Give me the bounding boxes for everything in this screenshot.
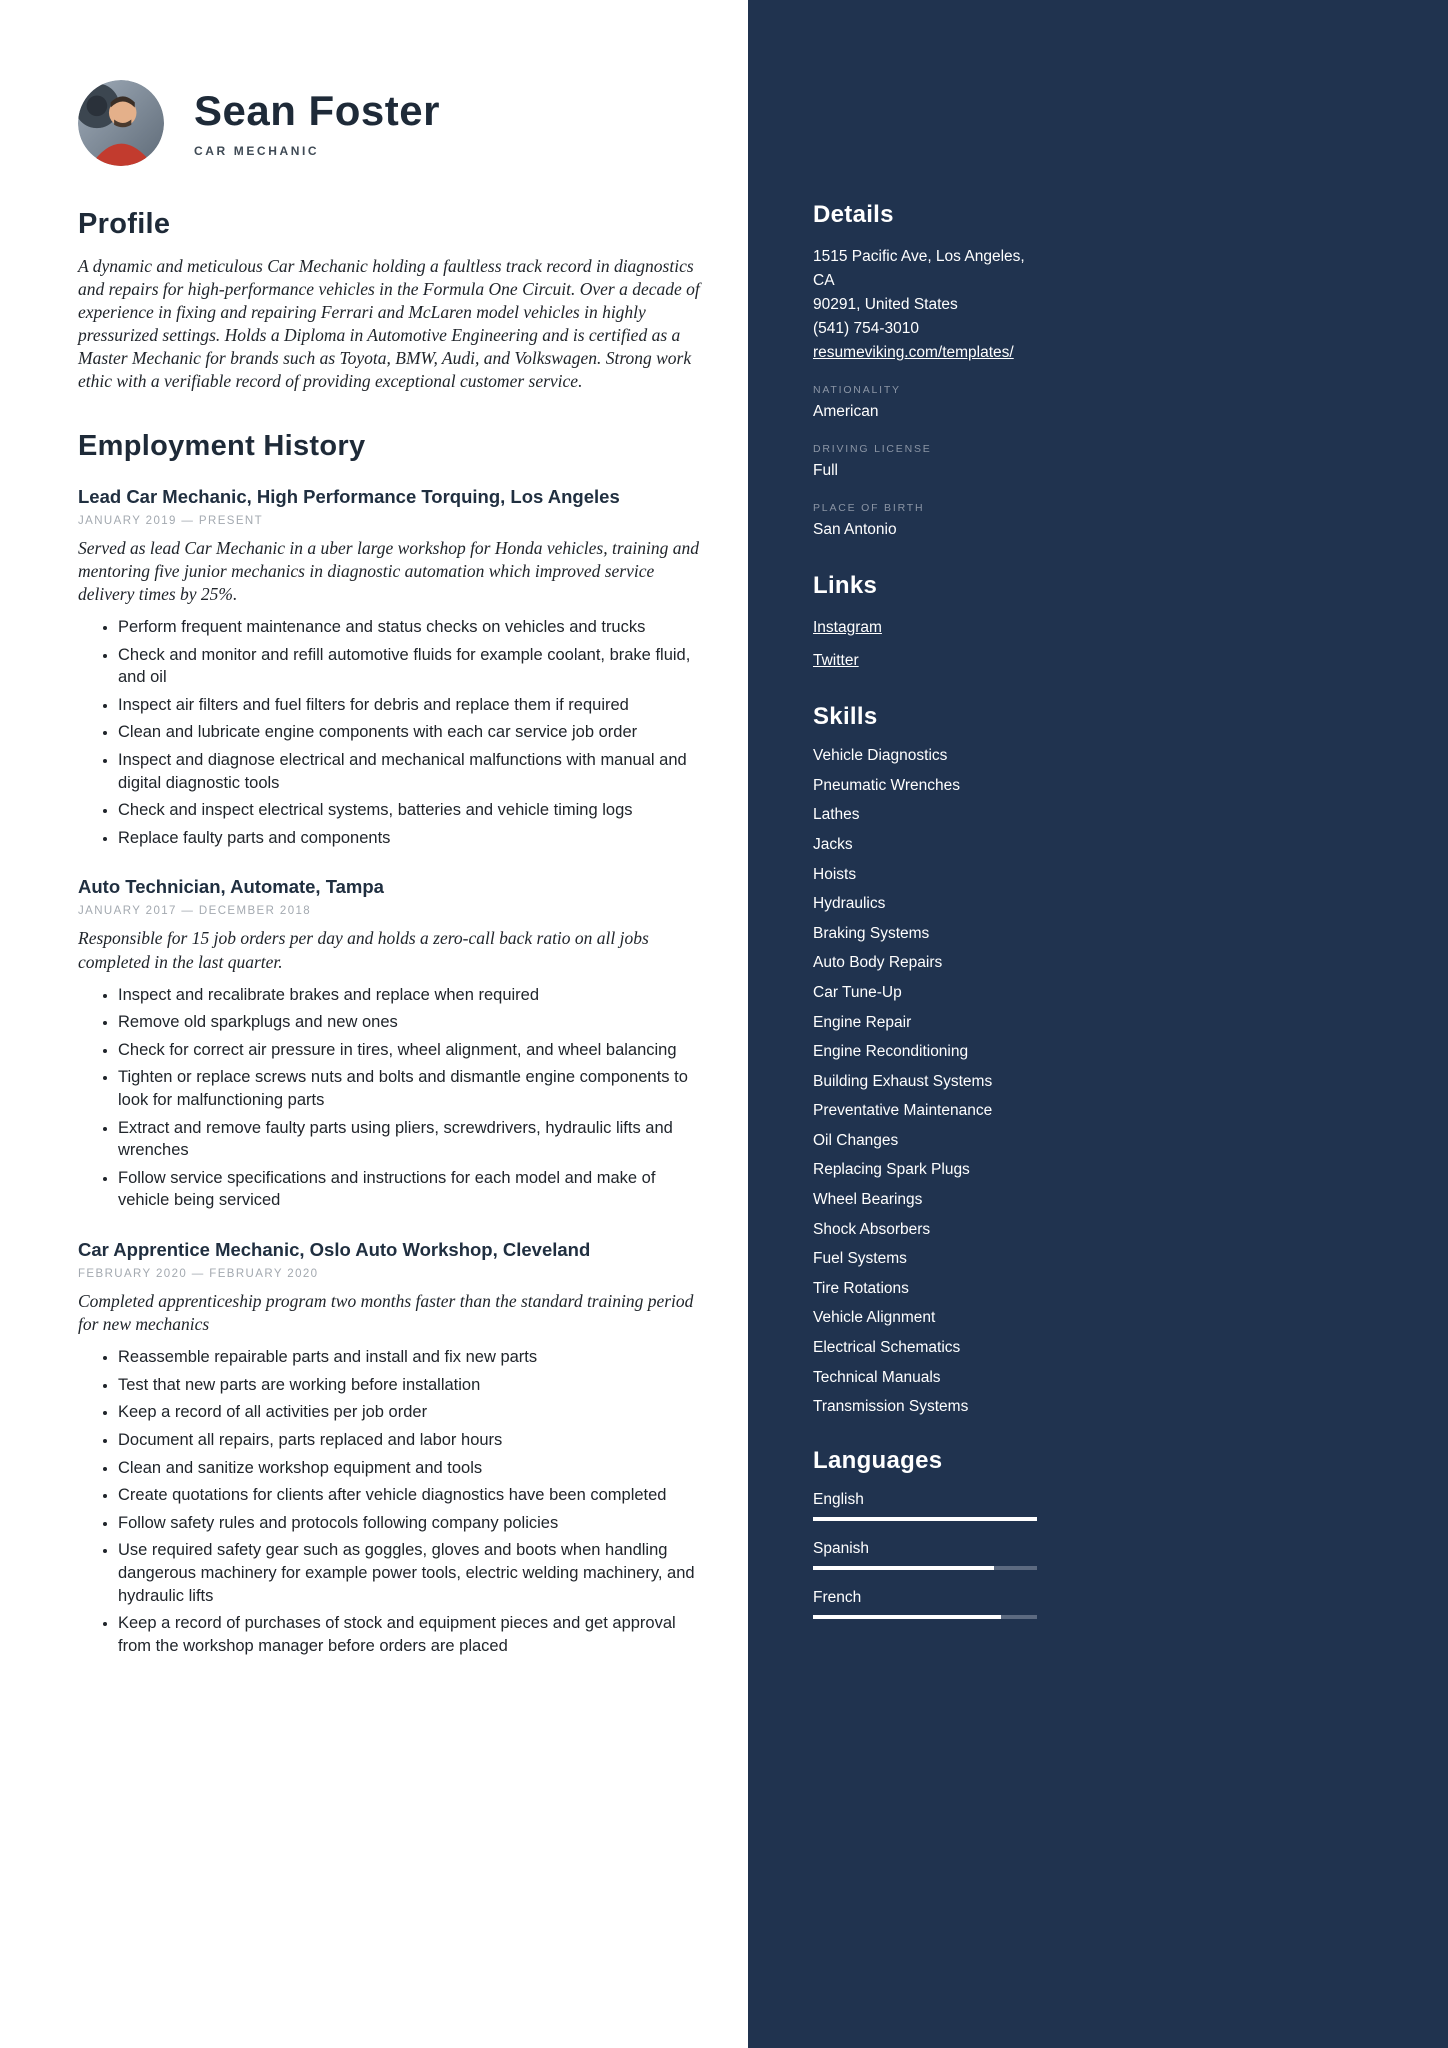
job-bullet: • Replace faulty parts and components [118,827,700,850]
job-bullet-list [78,616,700,849]
job-bullet: • Clean and lubricate engine components with each car service job order [118,721,700,744]
skills-section [813,703,1037,1417]
job-title-line: Auto Technician, Automate, Tampa [78,876,384,898]
skill-item: Electrical Schematics [813,1339,961,1357]
skill-item: Pneumatic Wrenches [813,776,961,794]
employment-section [78,430,700,1658]
sidebar-content [813,201,1037,1619]
driving-license-label: DRIVING LICENSE [813,443,932,456]
links-list [813,616,1037,673]
skill-item: Fuel Systems [813,1250,907,1268]
language-progress-track [813,1615,1037,1619]
job-bullet: • Check and monitor and refill automotive fluids for example coolant, brake fluid, and oil [118,644,700,689]
language-progress-track [813,1566,1037,1570]
profile-text: A dynamic and meticulous Car Mechanic holding a faultless track record in diagnostics and repairs for high-performance vehicles in the Formula One Circuit. Over a decade of experience in fixing and repairing Ferrari and McLaren model vehicles in highly pressurized settings. Holds a Diploma in Automotive Engineering and is certified as a Master Mechanic for brands such as Toyota, BMW, Audi, and Volkswagen. Strong work ethic with a verifiable record of providing exceptional customer service. [78,256,700,392]
language-progress-bar [813,1615,1001,1619]
job-bullet: • Follow service specifications and instructions for each model and make of vehicle being serviced [118,1167,700,1212]
details-heading: Details [813,201,894,228]
job-bullet: • Document all repairs, parts replaced and labor hours [118,1429,700,1452]
skill-item: Wheel Bearings [813,1191,923,1209]
job-summary: Served as lead Car Mechanic in a uber large workshop for Honda vehicles, training and mentoring five junior mechanics in diagnostic automation which improved service delivery times by 25%. [78,537,700,604]
job-title-line: Lead Car Mechanic, High Performance Torquing, Los Angeles [78,485,620,507]
profile-heading: Profile [78,208,171,240]
language-item [813,1540,1037,1570]
nationality-value: American [813,403,879,421]
header [78,80,700,166]
job-bullet: • Test that new parts are working before installation [118,1374,700,1397]
job-summary: Responsible for 15 job orders per day and holds a zero-call back ratio on all jobs completed in the last quarter. [78,928,649,972]
twitter-link[interactable]: Twitter [813,652,859,670]
skill-item: Transmission Systems [813,1398,969,1416]
job-dates: JANUARY 2017 — DECEMBER 2018 [78,905,312,918]
driving-license-value: Full [813,462,838,480]
job-bullet: • Inspect and diagnose electrical and mechanical malfunctions with manual and digital diagnostic tools [118,749,700,794]
job-dates: FEBRUARY 2020 — FEBRUARY 2020 [78,1268,319,1281]
skill-item: Vehicle Alignment [813,1309,936,1327]
job-bullet: • Clean and sanitize workshop equipment and tools [118,1457,700,1480]
job-entry [78,1238,700,1657]
website-link[interactable]: resumeviking.com/templates/ [813,344,1014,362]
skill-item: Shock Absorbers [813,1220,931,1238]
skill-item: Braking Systems [813,924,930,942]
job-bullet: • Keep a record of purchases of stock and equipment pieces and get approval from the workshop manager before orders are placed [118,1612,700,1657]
place-of-birth-value: San Antonio [813,521,897,539]
candidate-job-title: CAR MECHANIC [194,143,320,158]
skill-item: Car Tune-Up [813,983,902,1001]
skill-item: Vehicle Diagnostics [813,747,948,765]
language-item [813,1589,1037,1619]
language-progress-bar [813,1566,994,1570]
header-text [194,88,440,157]
language-progress-bar [813,1517,1037,1521]
skill-item: Hydraulics [813,895,886,913]
skill-item: Auto Body Repairs [813,954,943,972]
job-bullet: • Check and inspect electrical systems, batteries and vehicle timing logs [118,799,700,822]
sidebar [748,0,1448,2048]
language-name: French [813,1588,862,1606]
skill-item: Oil Changes [813,1131,899,1149]
language-name: Spanish [813,1539,870,1557]
job-bullet: • Extract and remove faulty parts using pliers, screwdrivers, hydraulic lifts and wrenches [118,1117,700,1162]
links-heading: Links [813,572,878,600]
job-summary: Completed apprenticeship program two months faster than the standard training period for new mechanics [78,1291,694,1335]
job-bullet: • Create quotations for clients after vehicle diagnostics have been completed [118,1484,700,1507]
phone-number: (541) 754-3010 [813,320,919,338]
skill-item: Replacing Spark Plugs [813,1161,970,1179]
skills-list [813,747,1037,1417]
instagram-link[interactable]: Instagram [813,619,882,637]
details-section [813,201,1037,542]
job-entry [78,485,700,850]
skill-item: Engine Reconditioning [813,1043,969,1061]
skill-item: Technical Manuals [813,1368,941,1386]
language-name: English [813,1490,864,1508]
place-of-birth-label: PLACE OF BIRTH [813,502,925,515]
job-bullet: • Perform frequent maintenance and status checks on vehicles and trucks [118,616,700,639]
skill-item: Building Exhaust Systems [813,1072,993,1090]
profile-photo-image [78,80,164,166]
profile-photo [78,80,164,166]
job-entry [78,875,700,1212]
links-section [813,572,1037,673]
language-progress-track [813,1517,1037,1521]
profile-section [78,208,700,394]
skill-item: Jacks [813,835,853,853]
skill-item: Lathes [813,806,860,824]
languages-section [813,1447,1037,1619]
job-bullet: • Tighten or replace screws nuts and bolts and dismantle engine components to look for malfunctioning parts [118,1066,700,1111]
skill-item: Preventative Maintenance [813,1102,993,1120]
job-bullet-list [78,984,700,1212]
job-bullet: • Reassemble repairable parts and install and fix new parts [118,1346,700,1369]
job-bullet: • Keep a record of all activities per job order [118,1401,700,1424]
skill-item: Engine Repair [813,1013,912,1031]
languages-heading: Languages [813,1446,943,1474]
skill-item: Hoists [813,865,857,883]
nationality-label: NATIONALITY [813,384,901,397]
language-item [813,1491,1037,1521]
skills-heading: Skills [813,703,878,731]
job-dates: JANUARY 2019 — PRESENT [78,514,264,527]
skill-item: Tire Rotations [813,1279,909,1297]
job-bullet: • Inspect and recalibrate brakes and replace when required [118,984,700,1007]
address-line-1: 1515 Pacific Ave, Los Angeles, CA [813,248,1025,290]
job-bullet: • Follow safety rules and protocols following company policies [118,1512,700,1535]
job-bullet-list [78,1346,700,1657]
job-bullet: • Remove old sparkplugs and new ones [118,1011,700,1034]
job-bullet: • Inspect air filters and fuel filters for debris and replace them if required [118,694,700,717]
job-bullet: • Use required safety gear such as goggles, gloves and boots when handling dangerous machinery for example power tools, electric welding machinery, and hydraulic lifts [118,1539,700,1607]
candidate-name: Sean Foster [194,87,440,135]
address-line-2: 90291, United States [813,296,958,314]
job-title-line: Car Apprentice Mechanic, Oslo Auto Workshop, Cleveland [78,1238,591,1260]
job-bullet: • Check for correct air pressure in tires, wheel alignment, and wheel balancing [118,1039,700,1062]
employment-heading: Employment History [78,429,366,462]
